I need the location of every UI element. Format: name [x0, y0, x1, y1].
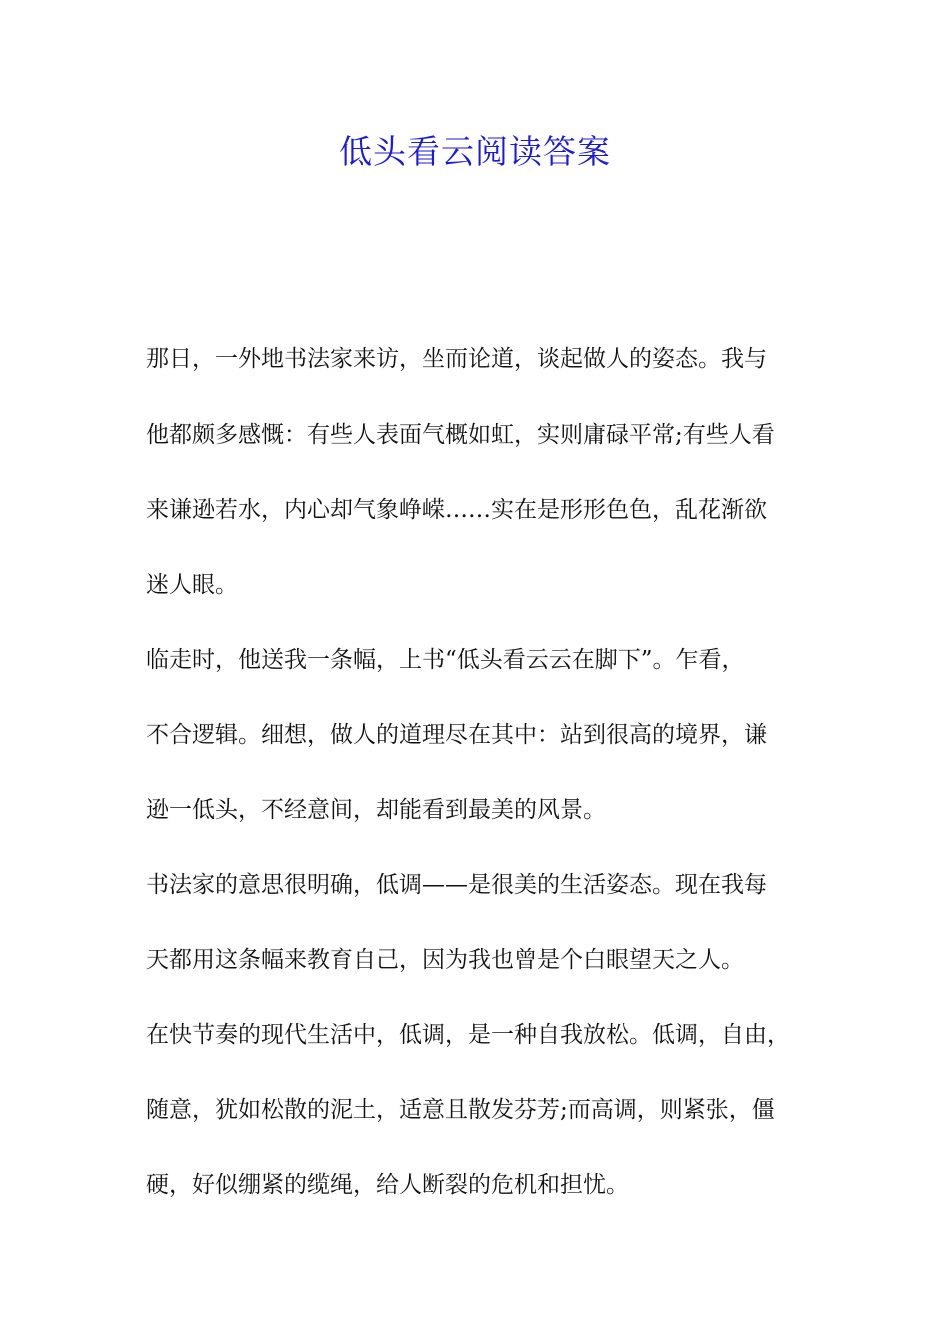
body-line-8: 书法家的意思很明确，低调——是很美的生活姿态。现在我每	[146, 872, 767, 898]
body-line-4: 迷人眼。	[146, 572, 238, 598]
body-line-11: 随意，犹如松散的泥土，适意且散发芬芳;而高调，则紧张，僵	[146, 1097, 775, 1123]
body-line-1: 那日，一外地书法家来访，坐而论道，谈起做人的姿态。我与	[146, 346, 767, 372]
body-line-5: 临走时，他送我一条幅，上书“低头看云云在脚下”。乍看，	[146, 647, 745, 673]
body-line-7: 逊一低头，不经意间，却能看到最美的风景。	[146, 797, 606, 823]
document-title: 低头看云阅读答案	[339, 132, 611, 171]
body-line-3: 来谦逊若水，内心却气象峥嵘……实在是形形色色，乱花渐欲	[146, 497, 767, 523]
body-line-2: 他都颇多感慨：有些人表面气概如虹，实则庸碌平常;有些人看	[146, 422, 775, 448]
body-line-6: 不合逻辑。细想，做人的道理尽在其中：站到很高的境界，谦	[146, 722, 767, 748]
body-line-12: 硬，好似绷紧的缆绳，给人断裂的危机和担忧。	[146, 1172, 629, 1198]
body-line-10: 在快节奏的现代生活中，低调，是一种自我放松。低调，自由，	[146, 1022, 790, 1048]
body-line-9: 天都用这条幅来教育自己，因为我也曾是个白眼望天之人。	[146, 947, 744, 973]
